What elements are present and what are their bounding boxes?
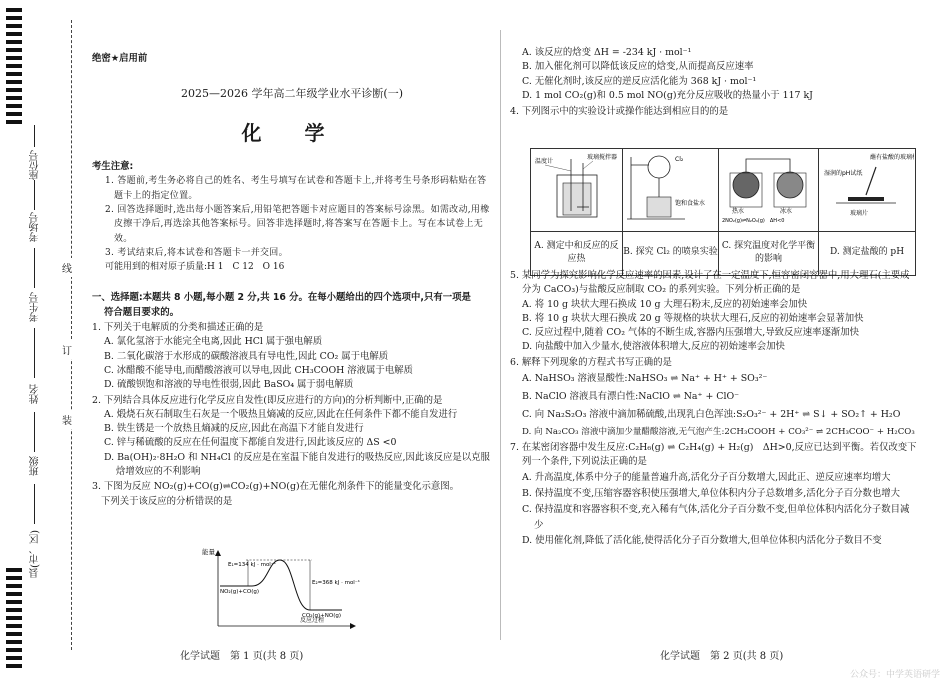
stripe-pattern-top bbox=[6, 8, 22, 128]
q7-option-b: B. 保持温度不变,压缩容器容积使压强增大,单位体积内分子总数增多,活化分子百分数也增大 bbox=[522, 487, 901, 499]
product-label: CO₂(g)+NO(g) bbox=[302, 613, 341, 619]
reactant-label: NO₂(g)+CO(g) bbox=[220, 589, 259, 595]
page-footer-1: 化学试题 第 1 页(共 8 页) bbox=[180, 651, 304, 662]
q3-stem-2: 下列关于该反应的分析错误的是 bbox=[101, 495, 233, 507]
exp-d-caption: D. 测定盐酸的 pH bbox=[819, 231, 916, 275]
page-1 bbox=[92, 0, 492, 688]
cut-mark-install: 装 bbox=[62, 410, 72, 429]
q3-stem: 3. 下图为反应 NO₂(g)+CO(g)⇌CO₂(g)+NO(g)在无催化剂条件下的能量变化示意图。 bbox=[92, 481, 460, 493]
exp-d-image bbox=[819, 149, 916, 232]
column-divider bbox=[500, 30, 501, 640]
exp-c-caption: C. 探究温度对化学平衡的影响 bbox=[719, 231, 819, 275]
exp-a-thermometer-label: 温度计 bbox=[534, 158, 553, 165]
notice-item-3: 3. 考试结束后,将本试卷和答题卡一并交回。 bbox=[105, 248, 288, 259]
q6-option-b: B. NaClO 溶液具有漂白性:NaClO ⇌ Na⁺ + ClO⁻ bbox=[522, 390, 740, 402]
cut-mark-bind: 订 bbox=[62, 340, 72, 359]
q6-option-a: A. NaHSO₃ 溶液显酸性:NaHSO₃ ⇌ Na⁺ + H⁺ + SO₃²⁻ bbox=[522, 373, 768, 385]
exp-c-ice-label: 冰水 bbox=[779, 208, 792, 215]
cut-mark-line: 线 bbox=[62, 258, 72, 277]
exp-c-equation: 2NO₂(g)⇌N₂O₄(g) ΔH<0 bbox=[721, 218, 784, 224]
notice-item-2: 2. 回答选择题时,选出每小题答案后,用铅笔把答题卡对应题目的答案标号涂黑。如需改动,用橡皮擦干净后,再选涂其他答案标号。回答非选择题时,将答案写在答题卡上。写在本试卷上无效。 bbox=[105, 205, 490, 244]
q2-option-b: B. 铁生锈是一个放热且熵减的反应,因此在高温下才能自发进行 bbox=[104, 423, 364, 435]
section-1-head: 一、选择题:本题共 8 小题,每小题 2 分,共 16 分。在每小题给出的四个选项中,只有一项是 符合题目要求的。 bbox=[92, 292, 471, 319]
q6-option-c: C. 向 Na₂S₂O₃ 溶液中滴加稀硫酸,出现乳白色浑浊:S₂O₃²⁻ + 2H⁺ ⇌ S↓ + SO₂↑ + H₂O bbox=[522, 408, 901, 420]
class-label: 班级 bbox=[30, 456, 41, 476]
q5-option-b: B. 将 10 g 块状大理石换成 20 g 等规格的块状大理石,反应的初始速率会显著加快 bbox=[522, 312, 864, 324]
confidential-mark: 绝密★启用前 bbox=[92, 53, 148, 64]
exp-a-stirrer-label: 玻璃搅拌器 bbox=[586, 154, 617, 161]
q1-stem: 1. 下列关于电解质的分类和描述正确的是 bbox=[92, 322, 264, 334]
q3-option-a: A. 该反应的焓变 ΔH = -234 kJ · mol⁻¹ bbox=[522, 47, 692, 58]
energy-diagram bbox=[202, 548, 452, 630]
student-number-label: 考生号 bbox=[30, 292, 41, 322]
e1-label: E₁=134 kJ · mol⁻¹ bbox=[228, 562, 276, 568]
name-label: 姓名 bbox=[30, 384, 41, 404]
q4-stem: 4. 下列图示中的实验设计或操作能达到相应目的的是 bbox=[510, 106, 729, 118]
page-2 bbox=[510, 0, 918, 688]
stripe-pattern-bottom bbox=[6, 568, 22, 672]
e2-label: E₂=368 kJ · mol⁻¹ bbox=[312, 580, 360, 586]
exp-a-image bbox=[531, 149, 623, 232]
question-2 bbox=[92, 394, 492, 480]
page-footer-2: 化学试题 第 2 页(共 8 页) bbox=[660, 651, 784, 662]
q3-option-b: B. 加入催化剂可以降低该反应的焓变,从而提高反应速率 bbox=[522, 61, 754, 73]
q2-option-c: C. 锌与稀硫酸的反应在任何温度下都能自发进行,因此该反应的 ΔS <0 bbox=[104, 437, 397, 449]
q2-stem: 2. 下列结合具体反应进行化学反应自发性(即反应进行的方向)的分析判断中,正确的是 bbox=[92, 394, 443, 406]
q1-option-d: D. 硫酸钡饱和溶液的导电性很弱,因此 BaSO₄ 属于弱电解质 bbox=[104, 379, 354, 391]
q5-stem: 5. 某同学为探究影响化学反应速率的因素,设计了在一定温度下,恒容密闭容器中,用大理石(主要成分为 CaCO₃)与盐酸反应制取 CO₂ 的系列实验。下列分析正确的是 bbox=[510, 270, 910, 296]
exp-d-paper-label: 湿润的pH试纸 bbox=[824, 170, 863, 177]
q6-option-d: D. 向 Na₂CO₃ 溶液中滴加少量醋酸溶液,无气泡产生:2CH₃COOH + CO₃²⁻ ⇌ 2CH₃COO⁻ + H₂CO₃ bbox=[522, 426, 915, 437]
exp-a-caption: A. 测定中和反应的反应热 bbox=[531, 231, 623, 275]
q5-option-d: D. 向盐酸中加入少量水,使溶液体积增大,反应的初始速率会加快 bbox=[522, 341, 785, 353]
exp-c-hot-label: 热水 bbox=[731, 208, 744, 215]
county-label: 县(市、区) bbox=[30, 530, 41, 578]
notice-item-1: 1. 答题前,考生务必将自己的姓名、考生号填写在试卷和答题卡上,并将考生号条形码粘贴在答题卡上的指定位置。 bbox=[105, 176, 487, 201]
q7-option-a: A. 升高温度,体系中分子的能量普遍升高,活化分子百分数增大,因此正、逆反应速率均增大 bbox=[522, 471, 891, 483]
exp-b-gas-label: Cl₂ bbox=[674, 156, 683, 163]
q3-option-c: C. 无催化剂时,该反应的逆反应活化能为 368 kJ · mol⁻¹ bbox=[522, 75, 757, 87]
q1-option-a: A. 氯化氢溶于水能完全电离,因此 HCl 属于强电解质 bbox=[104, 336, 323, 348]
q5-option-a: A. 将 10 g 块状大理石换成 10 g 大理石粉末,反应的初始速率会加快 bbox=[522, 298, 808, 310]
energy-axis-label: 能量 bbox=[202, 548, 215, 556]
exp-b-brine-label: 饱和食盐水 bbox=[674, 200, 705, 207]
q7-option-c: C. 保持温度和容器容积不变,充入稀有气体,活化分子百分数不变,但单位体积内活化分子数目减少 bbox=[522, 503, 910, 531]
watermark: 公众号：中学英语研学 bbox=[849, 670, 940, 680]
binding-margin bbox=[0, 0, 88, 688]
exp-b-caption: B. 探究 Cl₂ 的喷泉实验 bbox=[623, 231, 719, 275]
exp-d-glass-label: 玻璃片 bbox=[850, 210, 869, 217]
q3-option-d: D. 1 mol CO₂(g)和 0.5 mol NO(g)充分反应吸收的热量小于 117 kJ bbox=[522, 89, 813, 101]
q2-option-a: A. 煅烧石灰石制取生石灰是一个吸热且熵减的反应,因此在任何条件下都不能自发进行 bbox=[104, 408, 458, 420]
exp-c-image bbox=[719, 149, 819, 232]
exam-room-label: 考场号 bbox=[30, 212, 41, 242]
notice-title: 考生注意: bbox=[92, 161, 134, 172]
q1-option-b: B. 二氧化碳溶于水形成的碳酸溶液具有导电性,因此 CO₂ 属于电解质 bbox=[104, 350, 389, 362]
q6-stem: 6. 解释下列现象的方程式书写正确的是 bbox=[510, 356, 672, 368]
q7-stem: 7. 在某密闭容器中发生反应:C₂H₆(g) ⇌ C₂H₄(g) + H₂(g) ΔH>0,反应已达到平衡。若仅改变下列一个条件,下列说法正确的是 bbox=[510, 441, 917, 468]
question-1 bbox=[92, 321, 492, 392]
experiment-table bbox=[530, 148, 916, 276]
q3-options bbox=[510, 46, 918, 119]
q7-option-d: D. 使用催化剂,降低了活化能,使得活化分子百分数增大,但单位体积内活化分子数目不变 bbox=[522, 534, 882, 546]
subject-title: 化 学 bbox=[241, 121, 343, 145]
section-1 bbox=[92, 290, 492, 509]
question-3 bbox=[92, 480, 492, 509]
exam-title: 2025—2026 学年高二年级学业水平诊断(一) bbox=[180, 87, 404, 100]
exam-notice bbox=[92, 160, 492, 274]
cut-line bbox=[71, 20, 72, 650]
q5-option-c: C. 反应过程中,随着 CO₂ 气体的不断生成,容器内压强增大,导致反应速率逐渐加快 bbox=[522, 327, 859, 339]
q1-option-c: C. 冰醋酸不能导电,而醋酸溶液可以导电,因此 CH₃COOH 溶液属于电解质 bbox=[104, 364, 413, 376]
atomic-masses: 可能用到的相对原子质量:H 1 C 12 O 16 bbox=[105, 261, 285, 272]
exp-b-image bbox=[623, 149, 719, 232]
process-axis-label: 反应过程 bbox=[300, 617, 325, 624]
exp-d-rod-label: 蘸有盐酸的玻璃棒 bbox=[870, 154, 914, 161]
questions-5-7 bbox=[510, 268, 918, 548]
q2-option-d: D. Ba(OH)₂·8H₂O 和 NH₄Cl 的反应是在室温下能自发进行的吸热反应,因此该反应是以克服焓增效应的不利影响 bbox=[104, 451, 490, 478]
seat-number-label: 座位号 bbox=[30, 150, 41, 180]
